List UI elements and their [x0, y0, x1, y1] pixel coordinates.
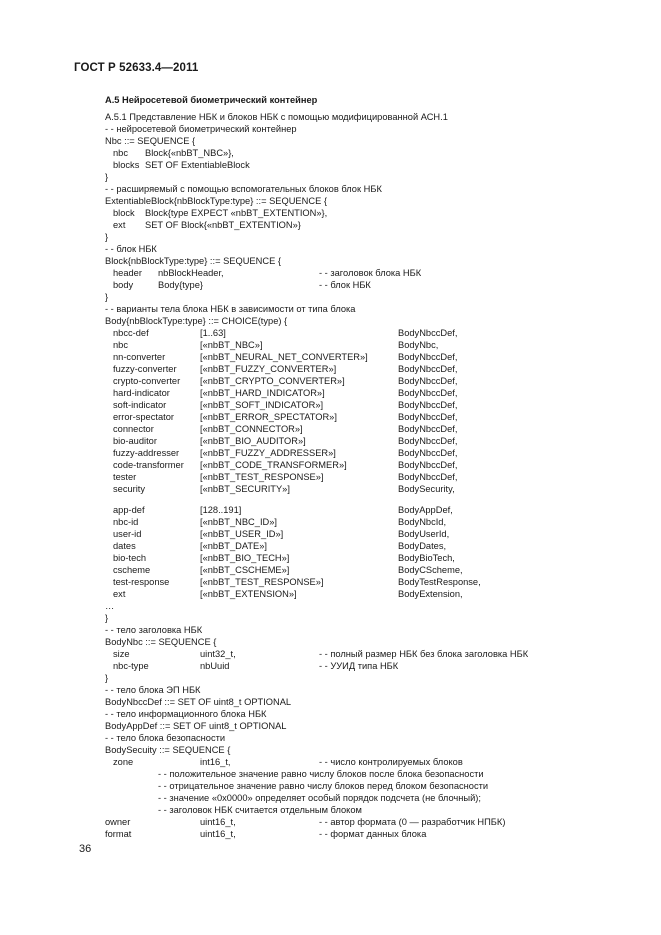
text-segment: fuzzy-addresser	[113, 448, 180, 458]
document-body	[105, 111, 605, 840]
text-line	[105, 483, 605, 495]
text-line	[105, 147, 605, 159]
text-segment: BodyNbccDef,	[398, 448, 458, 458]
text-segment: }	[105, 232, 109, 242]
text-line	[105, 255, 605, 267]
text-segment: nbBlockHeader,	[158, 268, 224, 278]
text-segment: BodyBioTech,	[398, 553, 455, 563]
text-line	[105, 159, 605, 171]
text-segment: [«nbBT_FUZZY_ADDRESSER»]	[200, 448, 336, 458]
text-line	[105, 732, 605, 744]
text-line	[105, 684, 605, 696]
text-line	[105, 720, 605, 732]
text-line	[105, 648, 605, 660]
text-line	[105, 708, 605, 720]
text-segment: hard-indicator	[113, 388, 170, 398]
text-segment: BodyAppDef,	[398, 505, 453, 515]
text-segment: Nbc ::= SEQUENCE {	[105, 136, 196, 146]
text-segment: [«nbBT_TEST_RESPONSE»]	[200, 472, 324, 482]
text-line	[105, 516, 605, 528]
text-line	[105, 564, 605, 576]
text-line	[105, 576, 605, 588]
text-segment: [«nbBT_HARD_INDICATOR»]	[200, 388, 325, 398]
text-segment: BodyNbccDef,	[398, 376, 458, 386]
text-line	[105, 744, 605, 756]
text-segment: - - нейросетевой биометрический контейнер	[105, 124, 297, 134]
text-segment: cscheme	[113, 565, 151, 575]
text-line	[105, 624, 605, 636]
text-segment: [«nbBT_NEURAL_NET_CONVERTER»]	[200, 352, 368, 362]
text-segment: - - блок НБК	[105, 244, 157, 254]
text-segment: }	[105, 172, 109, 182]
text-line	[105, 768, 605, 780]
text-segment: dates	[113, 541, 136, 551]
text-segment: [«nbBT_NBC_ID»]	[200, 517, 277, 527]
text-segment: BodyNbccDef,	[398, 472, 458, 482]
text-segment: BodyAppDef ::= SET OF uint8_t OPTIONAL	[105, 721, 287, 731]
text-segment: А.5.1 Представление НБК и блоков НБК с помощью модифицированной АСН.1	[105, 112, 448, 122]
text-segment: connector	[113, 424, 154, 434]
text-segment: Block{«nbBT_NBC»},	[145, 148, 234, 158]
text-segment: }	[105, 673, 109, 683]
text-segment: test-response	[113, 577, 170, 587]
text-segment: nn-converter	[113, 352, 166, 362]
text-line	[105, 351, 605, 363]
text-segment: - - полный размер НБК без блока заголовка НБК	[319, 649, 529, 659]
text-segment: SET OF ExtentiableBlock	[145, 160, 250, 170]
text-segment: bio-tech	[113, 553, 147, 563]
text-segment: size	[113, 649, 130, 659]
text-segment: [«nbBT_SOFT_INDICATOR»]	[200, 400, 324, 410]
text-line	[105, 231, 605, 243]
text-segment: crypto-converter	[113, 376, 181, 386]
text-line	[105, 243, 605, 255]
text-line	[105, 696, 605, 708]
text-segment: [128..191]	[200, 505, 242, 515]
text-line	[105, 123, 605, 135]
text-segment: Body{type}	[158, 280, 203, 290]
text-segment: BodyNbc ::= SEQUENCE {	[105, 637, 217, 647]
text-segment: nbc-id	[113, 517, 139, 527]
text-segment: format	[105, 829, 132, 839]
text-line	[105, 207, 605, 219]
text-segment: BodyExtension,	[398, 589, 463, 599]
text-line	[105, 540, 605, 552]
text-segment: BodyUserId,	[398, 529, 450, 539]
text-segment: - - заголовок НБК считается отдельным блоком	[158, 805, 362, 815]
text-segment: BodyNbccDef,	[398, 412, 458, 422]
text-segment: BodyNbccDef,	[398, 328, 458, 338]
text-segment: Block{type EXPECT «nbBT_EXTENTION»},	[145, 208, 328, 218]
text-segment: BodyCScheme,	[398, 565, 463, 575]
page-number: 36	[79, 843, 92, 855]
text-line	[105, 387, 605, 399]
text-line	[105, 339, 605, 351]
text-segment: SET OF Block{«nbBT_EXTENTION»}	[145, 220, 301, 230]
text-segment: tester	[113, 472, 137, 482]
text-line	[105, 804, 605, 816]
text-segment: nbc-type	[113, 661, 149, 671]
text-line	[105, 291, 605, 303]
text-segment: [«nbBT_BIO_AUDITOR»]	[200, 436, 306, 446]
text-segment: BodyDates,	[398, 541, 447, 551]
text-segment: BodyNbccDef,	[398, 400, 458, 410]
text-segment: ext	[113, 220, 126, 230]
text-line	[105, 600, 605, 612]
text-segment: - - заголовок блока НБК	[319, 268, 422, 278]
text-segment: - - УУИД типа НБК	[319, 661, 399, 671]
text-segment: soft-indicator	[113, 400, 167, 410]
text-segment: BodyNbccDef,	[398, 436, 458, 446]
text-line	[105, 135, 605, 147]
text-line	[105, 303, 605, 315]
text-segment: BodyNbcId,	[398, 517, 447, 527]
text-line	[105, 447, 605, 459]
text-line	[105, 399, 605, 411]
text-segment: }	[105, 292, 109, 302]
text-line	[105, 528, 605, 540]
text-segment: uint32_t,	[200, 649, 236, 659]
text-segment: }	[105, 613, 109, 623]
text-segment: nbc	[113, 148, 128, 158]
text-segment: BodySecurity,	[398, 484, 455, 494]
text-segment: BodyNbccDef,	[398, 388, 458, 398]
text-segment: uint16_t,	[200, 829, 236, 839]
text-line	[105, 504, 605, 516]
text-line	[105, 612, 605, 624]
text-segment: error-spectator	[113, 412, 174, 422]
text-segment: [«nbBT_NBC»]	[200, 340, 263, 350]
text-line	[105, 792, 605, 804]
text-segment: [«nbBT_CODE_TRANSFORMER»]	[200, 460, 347, 470]
text-line	[105, 435, 605, 447]
text-segment: block	[113, 208, 135, 218]
text-line	[105, 315, 605, 327]
text-line	[105, 588, 605, 600]
text-line	[105, 816, 605, 828]
text-segment: Block{nbBlockType:type} ::= SEQUENCE {	[105, 256, 281, 266]
text-segment: nbcc-def	[113, 328, 149, 338]
text-segment: BodyNbccDef,	[398, 424, 458, 434]
text-line	[105, 756, 605, 768]
text-segment: BodySecuity ::= SEQUENCE {	[105, 745, 231, 755]
text-segment: [«nbBT_DATE»]	[200, 541, 268, 551]
text-segment: bio-auditor	[113, 436, 157, 446]
text-segment: int16_t,	[200, 757, 231, 767]
text-segment: - - тело блока безопасности	[105, 733, 226, 743]
text-segment: Body{nbBlockType:type} ::= CHOICE(type) {	[105, 316, 288, 326]
text-segment: - - расширяемый с помощью вспомогательных блоков блок НБК	[105, 184, 382, 194]
text-line	[105, 411, 605, 423]
text-segment: app-def	[113, 505, 145, 515]
text-segment: - - формат данных блока	[319, 829, 427, 839]
text-segment: - - положительное значение равно числу блоков после блока безопасности	[158, 769, 484, 779]
text-line	[105, 552, 605, 564]
text-segment: BodyNbccDef,	[398, 364, 458, 374]
text-line	[105, 636, 605, 648]
text-line	[105, 363, 605, 375]
text-segment: - - тело блока ЭП НБК	[105, 685, 201, 695]
text-line	[105, 111, 605, 123]
text-segment: - - автор формата (0 — разработчик НПБК)	[319, 817, 506, 827]
text-segment: code-transformer	[113, 460, 184, 470]
text-segment: - - число контролируемых блоков	[319, 757, 463, 767]
text-line	[105, 423, 605, 435]
text-segment: fuzzy-converter	[113, 364, 177, 374]
text-segment: user-id	[113, 529, 142, 539]
text-segment: BodyNbccDef ::= SET OF uint8_t OPTIONAL	[105, 697, 292, 707]
document-header: ГОСТ Р 52633.4—2011	[74, 62, 199, 74]
text-segment: - - значение «0x0000» определяет особый порядок подсчета (не блочный);	[158, 793, 481, 803]
text-segment: BodyNbc,	[398, 340, 439, 350]
text-segment: [«nbBT_FUZZY_CONVERTER»]	[200, 364, 337, 374]
text-line	[105, 459, 605, 471]
text-segment: header	[113, 268, 142, 278]
text-line	[105, 828, 605, 840]
text-segment: body	[113, 280, 134, 290]
text-line	[105, 279, 605, 291]
text-segment: - - тело информационного блока НБК	[105, 709, 267, 719]
text-segment: [«nbBT_TEST_RESPONSE»]	[200, 577, 324, 587]
text-segment: BodyNbccDef,	[398, 352, 458, 362]
text-segment: blocks	[113, 160, 140, 170]
text-line	[105, 267, 605, 279]
text-segment: [«nbBT_CSCHEME»]	[200, 565, 290, 575]
text-segment: [«nbBT_CONNECTOR»]	[200, 424, 303, 434]
text-segment: …	[105, 601, 115, 611]
text-segment: ExtentiableBlock{nbBlockType:type} ::= SEQUENCE {	[105, 196, 327, 206]
section-title: А.5 Нейросетевой биометрический контейнер	[105, 95, 318, 105]
text-segment: BodyNbccDef,	[398, 460, 458, 470]
text-segment: ext	[113, 589, 126, 599]
text-segment: [«nbBT_CRYPTO_CONVERTER»]	[200, 376, 345, 386]
text-segment: - - варианты тела блока НБК в зависимости от типа блока	[105, 304, 356, 314]
text-segment: [«nbBT_EXTENSION»]	[200, 589, 297, 599]
text-segment: - - блок НБК	[319, 280, 371, 290]
spacer-line	[105, 495, 605, 504]
text-line	[105, 195, 605, 207]
text-segment: uint16_t,	[200, 817, 236, 827]
text-segment: - - отрицательное значение равно числу блоков перед блоком безопасности	[158, 781, 489, 791]
text-segment: [«nbBT_BIO_TECH»]	[200, 553, 290, 563]
text-line	[105, 672, 605, 684]
text-segment: BodyTestResponse,	[398, 577, 481, 587]
text-line	[105, 660, 605, 672]
text-segment: nbc	[113, 340, 128, 350]
text-segment: [«nbBT_SECURITY»]	[200, 484, 290, 494]
text-segment: [1..63]	[200, 328, 226, 338]
text-segment: security	[113, 484, 146, 494]
text-line	[105, 780, 605, 792]
text-segment: - - тело заголовка НБК	[105, 625, 203, 635]
text-line	[105, 327, 605, 339]
text-segment: [«nbBT_ERROR_SPECTATOR»]	[200, 412, 337, 422]
text-line	[105, 375, 605, 387]
text-line	[105, 171, 605, 183]
text-segment: owner	[105, 817, 131, 827]
text-segment: [«nbBT_USER_ID»]	[200, 529, 284, 539]
text-segment: nbUuid	[200, 661, 230, 671]
text-segment: zone	[113, 757, 134, 767]
text-line	[105, 471, 605, 483]
text-line	[105, 219, 605, 231]
text-line	[105, 183, 605, 195]
